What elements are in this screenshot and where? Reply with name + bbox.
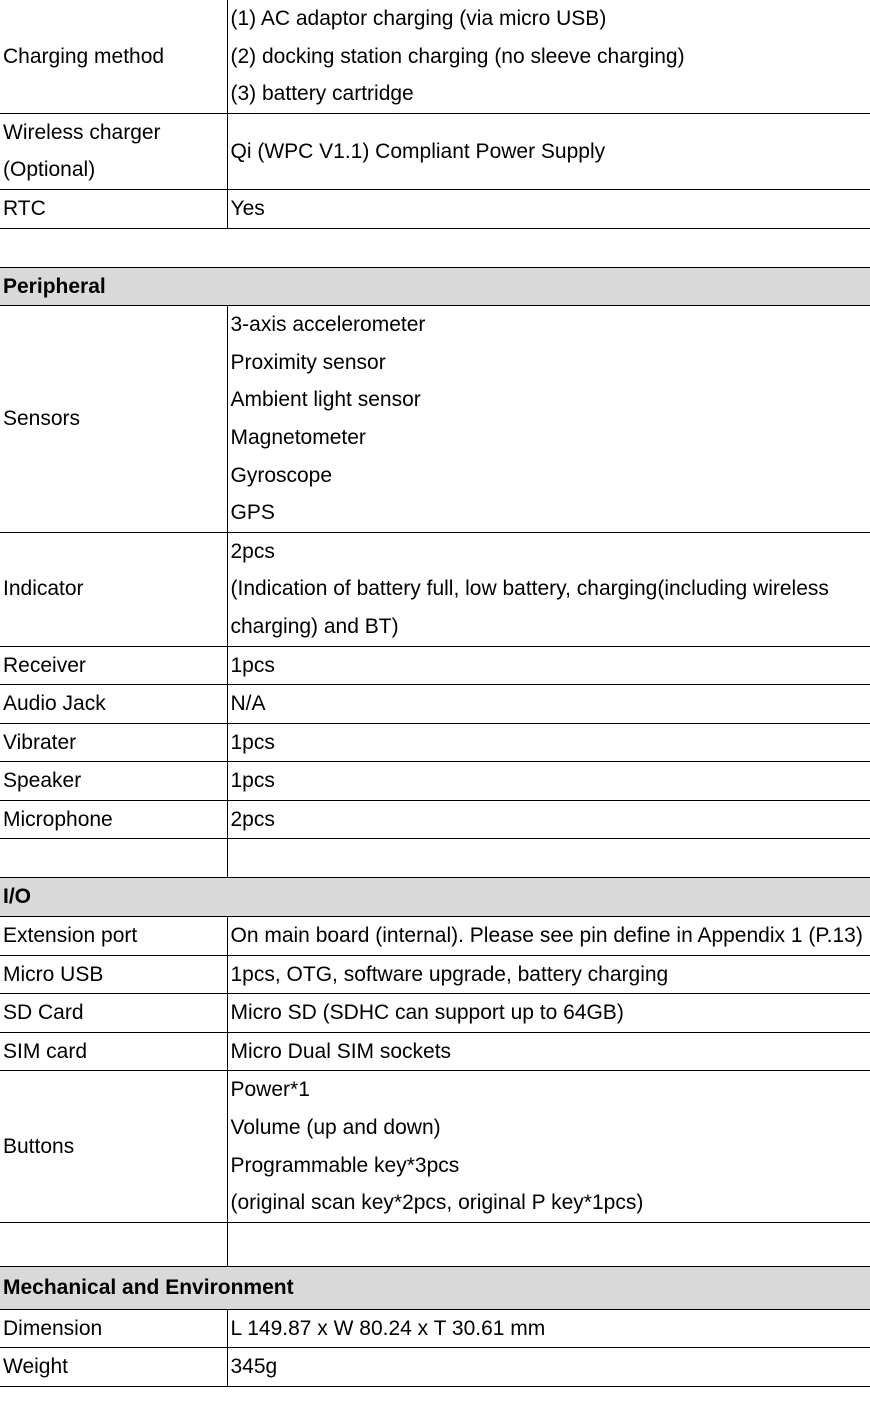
table-row (0, 994, 870, 1033)
row-value-extension-port: On main board (internal). Please see pin define in Appendix 1 (P.13) (227, 917, 870, 956)
row-value-receiver: 1pcs (227, 646, 870, 685)
row-value-micro-usb: 1pcs, OTG, software upgrade, battery charging (227, 955, 870, 994)
spacer-row (0, 1222, 870, 1266)
section-header-mechanical: Mechanical and Environment (0, 1266, 870, 1309)
row-label-microphone: Microphone (0, 800, 227, 839)
spacer-row (0, 839, 870, 878)
row-label-extension-port: Extension port (0, 917, 227, 956)
row-label-receiver: Receiver (0, 646, 227, 685)
row-value-wireless-charger: Qi (WPC V1.1) Compliant Power Supply (227, 113, 870, 189)
row-label-speaker: Speaker (0, 762, 227, 801)
row-label-sd-card: SD Card (0, 994, 227, 1033)
row-label-sim-card: SIM card (0, 1032, 227, 1071)
row-label-indicator: Indicator (0, 532, 227, 646)
row-label-wireless-charger: Wireless charger (Optional) (0, 113, 227, 189)
row-value-weight: 345g (227, 1348, 870, 1387)
table-row (0, 1309, 870, 1348)
table-row (0, 1348, 870, 1387)
row-label-dimension: Dimension (0, 1309, 227, 1348)
table-row (0, 917, 870, 956)
row-label-weight: Weight (0, 1348, 227, 1387)
table-row (0, 113, 870, 189)
row-label-vibrater: Vibrater (0, 723, 227, 762)
spacer-row (0, 228, 870, 267)
table-row (0, 646, 870, 685)
row-value-charging-method: (1) AC adaptor charging (via micro USB) (2) docking station charging (no sleeve charging) (3) battery cartridge (227, 0, 870, 113)
row-value-indicator: 2pcs (Indication of battery full, low battery, charging(including wireless charging) and BT) (227, 532, 870, 646)
row-value-microphone: 2pcs (227, 800, 870, 839)
table-row (0, 0, 870, 113)
row-value-sim-card: Micro Dual SIM sockets (227, 1032, 870, 1071)
row-value-rtc: Yes (227, 189, 870, 228)
row-value-audio-jack: N/A (227, 685, 870, 724)
table-row (0, 189, 870, 228)
table-row (0, 800, 870, 839)
row-label-audio-jack: Audio Jack (0, 685, 227, 724)
table-row (0, 762, 870, 801)
table-row (0, 532, 870, 646)
table-row (0, 685, 870, 724)
row-label-micro-usb: Micro USB (0, 955, 227, 994)
row-value-buttons: Power*1 Volume (up and down) Programmable key*3pcs (original scan key*2pcs, original P key*1pcs) (227, 1071, 870, 1222)
row-value-sd-card: Micro SD (SDHC can support up to 64GB) (227, 994, 870, 1033)
table-row (0, 955, 870, 994)
table-row (0, 306, 870, 533)
table-row (0, 1071, 870, 1222)
row-label-sensors: Sensors (0, 306, 227, 533)
row-value-sensors: 3-axis accelerometer Proximity sensor Ambient light sensor Magnetometer Gyroscope GPS (227, 306, 870, 533)
section-header-peripheral: Peripheral (0, 267, 870, 306)
row-value-dimension: L 149.87 x W 80.24 x T 30.61 mm (227, 1309, 870, 1348)
row-value-speaker: 1pcs (227, 762, 870, 801)
row-label-rtc: RTC (0, 189, 227, 228)
row-label-buttons: Buttons (0, 1071, 227, 1222)
table-row (0, 723, 870, 762)
row-label-charging-method: Charging method (0, 0, 227, 113)
row-value-vibrater: 1pcs (227, 723, 870, 762)
section-header-io: I/O (0, 878, 870, 917)
table-row (0, 1032, 870, 1071)
